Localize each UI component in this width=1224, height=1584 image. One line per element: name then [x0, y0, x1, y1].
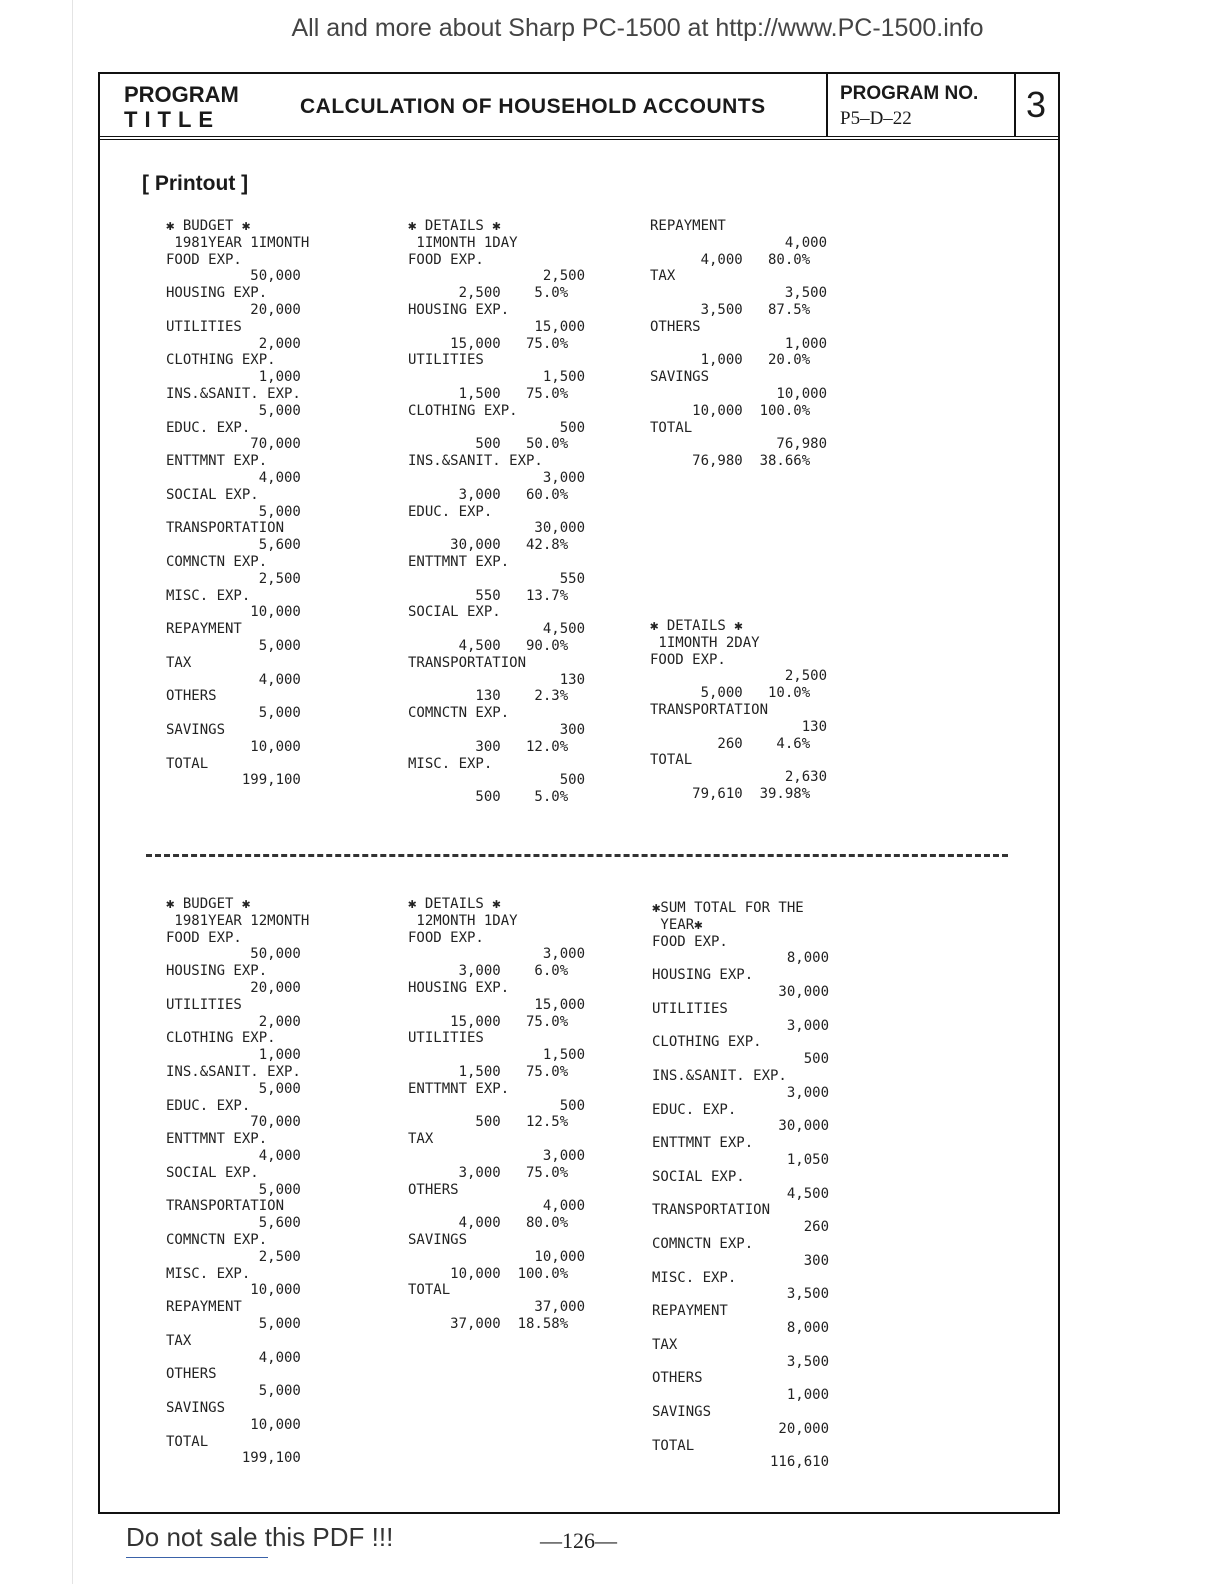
footer-page-number: —126—	[540, 1528, 617, 1553]
footer-notice-underline	[126, 1557, 268, 1558]
printout-details-month-12-day-1: ✱ DETAILS ✱ 12MONTH 1DAY FOOD EXP. 3,000 3,000 6.0% HOUSING EXP. 15,000 15,000 75.0% UTILITIES 1,500 1,500 75.0% ENTTMNT EXP. 500 500 12.5% TAX 3,000 3,000 75.0% OTHERS 4,000 4,000 80.0% SAVINGS 10,000 10,000 100.0% TOTAL 37,000 37,000 18.58%	[408, 896, 586, 1332]
program-title-label-line1: PROGRAM	[124, 82, 239, 107]
program-page-number: 3	[1025, 84, 1047, 125]
printout-budget-month-12: ✱ BUDGET ✱ 1981YEAR 12MONTH FOOD EXP. 50,000 HOUSING EXP. 20,000 UTILITIES 2,000 CLOTHING EXP. 1,000 INS.&SANIT. EXP. 5,000 EDUC. EXP. 70,000 ENTTMNT EXP. 4,000 SOCIAL EXP. 5,000 TRANSPORTATION 5,600 COMNCTN EXP. 2,500 MISC. EXP. 10,000 REPAYMENT 5,000 TAX 4,000 OTHERS 5,000 SAVINGS 10,000 TOTAL 199,100	[166, 896, 310, 1467]
program-number-label: PROGRAM NO.	[840, 83, 979, 104]
printout-label: [ Printout ]	[142, 172, 249, 195]
program-title-label	[124, 82, 239, 132]
program-title-row	[100, 74, 1058, 140]
page-binding-line	[72, 0, 73, 1584]
section-separator	[146, 854, 1008, 857]
printout-details-month-1-day-2: ✱ DETAILS ✱ 1IMONTH 2DAY FOOD EXP. 2,500 5,000 10.0% TRANSPORTATION 130 260 4.6% TOTAL 2,630 79,610 39.98%	[650, 618, 828, 802]
footer-notice: Do not sale this PDF !!!	[126, 1522, 394, 1552]
program-title-label-line2: TITLE	[124, 107, 221, 132]
printout-details-month-1-day-1: ✱ DETAILS ✱ 1IMONTH 1DAY FOOD EXP. 2,500 2,500 5.0% HOUSING EXP. 15,000 15,000 75.0% UTILITIES 1,500 1,500 75.0% CLOTHING EXP. 500 500 50.0% INS.&SANIT. EXP. 3,000 3,000 60.0% EDUC. EXP. 30,000 30,000 42.8% ENTTMNT EXP. 550 550 13.7% SOCIAL EXP. 4,500 4,500 90.0% TRANSPORTATION 130 130 2.3% COMNCTN EXP. 300 300 12.0% MISC. EXP. 500 500 5.0%	[408, 218, 586, 806]
program-number-box	[826, 74, 1016, 136]
program-title: CALCULATION OF HOUSEHOLD ACCOUNTS	[300, 95, 766, 118]
printout-sum-total-year: ✱SUM TOTAL FOR THE YEAR✱ FOOD EXP. 8,000 HOUSING EXP. 30,000 UTILITIES 3,000 CLOTHING EXP. 500 INS.&SANIT. EXP. 3,000 EDUC. EXP. 30,000 ENTTMNT EXP. 1,050 SOCIAL EXP. 4,500 TRANSPORTATION 260 COMNCTN EXP. 300 MISC. EXP. 3,500 REPAYMENT 8,000 TAX 3,500 OTHERS 1,000 SAVINGS 20,000 TOTAL 116,610	[652, 900, 830, 1471]
header-url: All and more about Sharp PC-1500 at http://www.PC-1500.info	[291, 14, 984, 42]
printout-budget-month-1: ✱ BUDGET ✱ 1981YEAR 1IMONTH FOOD EXP. 50,000 HOUSING EXP. 20,000 UTILITIES 2,000 CLOTHING EXP. 1,000 INS.&SANIT. EXP. 5,000 EDUC. EXP. 70,000 ENTTMNT EXP. 4,000 SOCIAL EXP. 5,000 TRANSPORTATION 5,600 COMNCTN EXP. 2,500 MISC. EXP. 10,000 REPAYMENT 5,000 TAX 4,000 OTHERS 5,000 SAVINGS 10,000 TOTAL 199,100	[166, 218, 310, 789]
printout-details-month-1-day-1-continued: REPAYMENT 4,000 4,000 80.0% TAX 3,500 3,500 87.5% OTHERS 1,000 1,000 20.0% SAVINGS 10,000 10,000 100.0% TOTAL 76,980 76,980 38.66%	[650, 218, 828, 470]
program-sheet-frame	[98, 72, 1060, 1514]
program-number-value: P5–D–22	[840, 108, 912, 129]
